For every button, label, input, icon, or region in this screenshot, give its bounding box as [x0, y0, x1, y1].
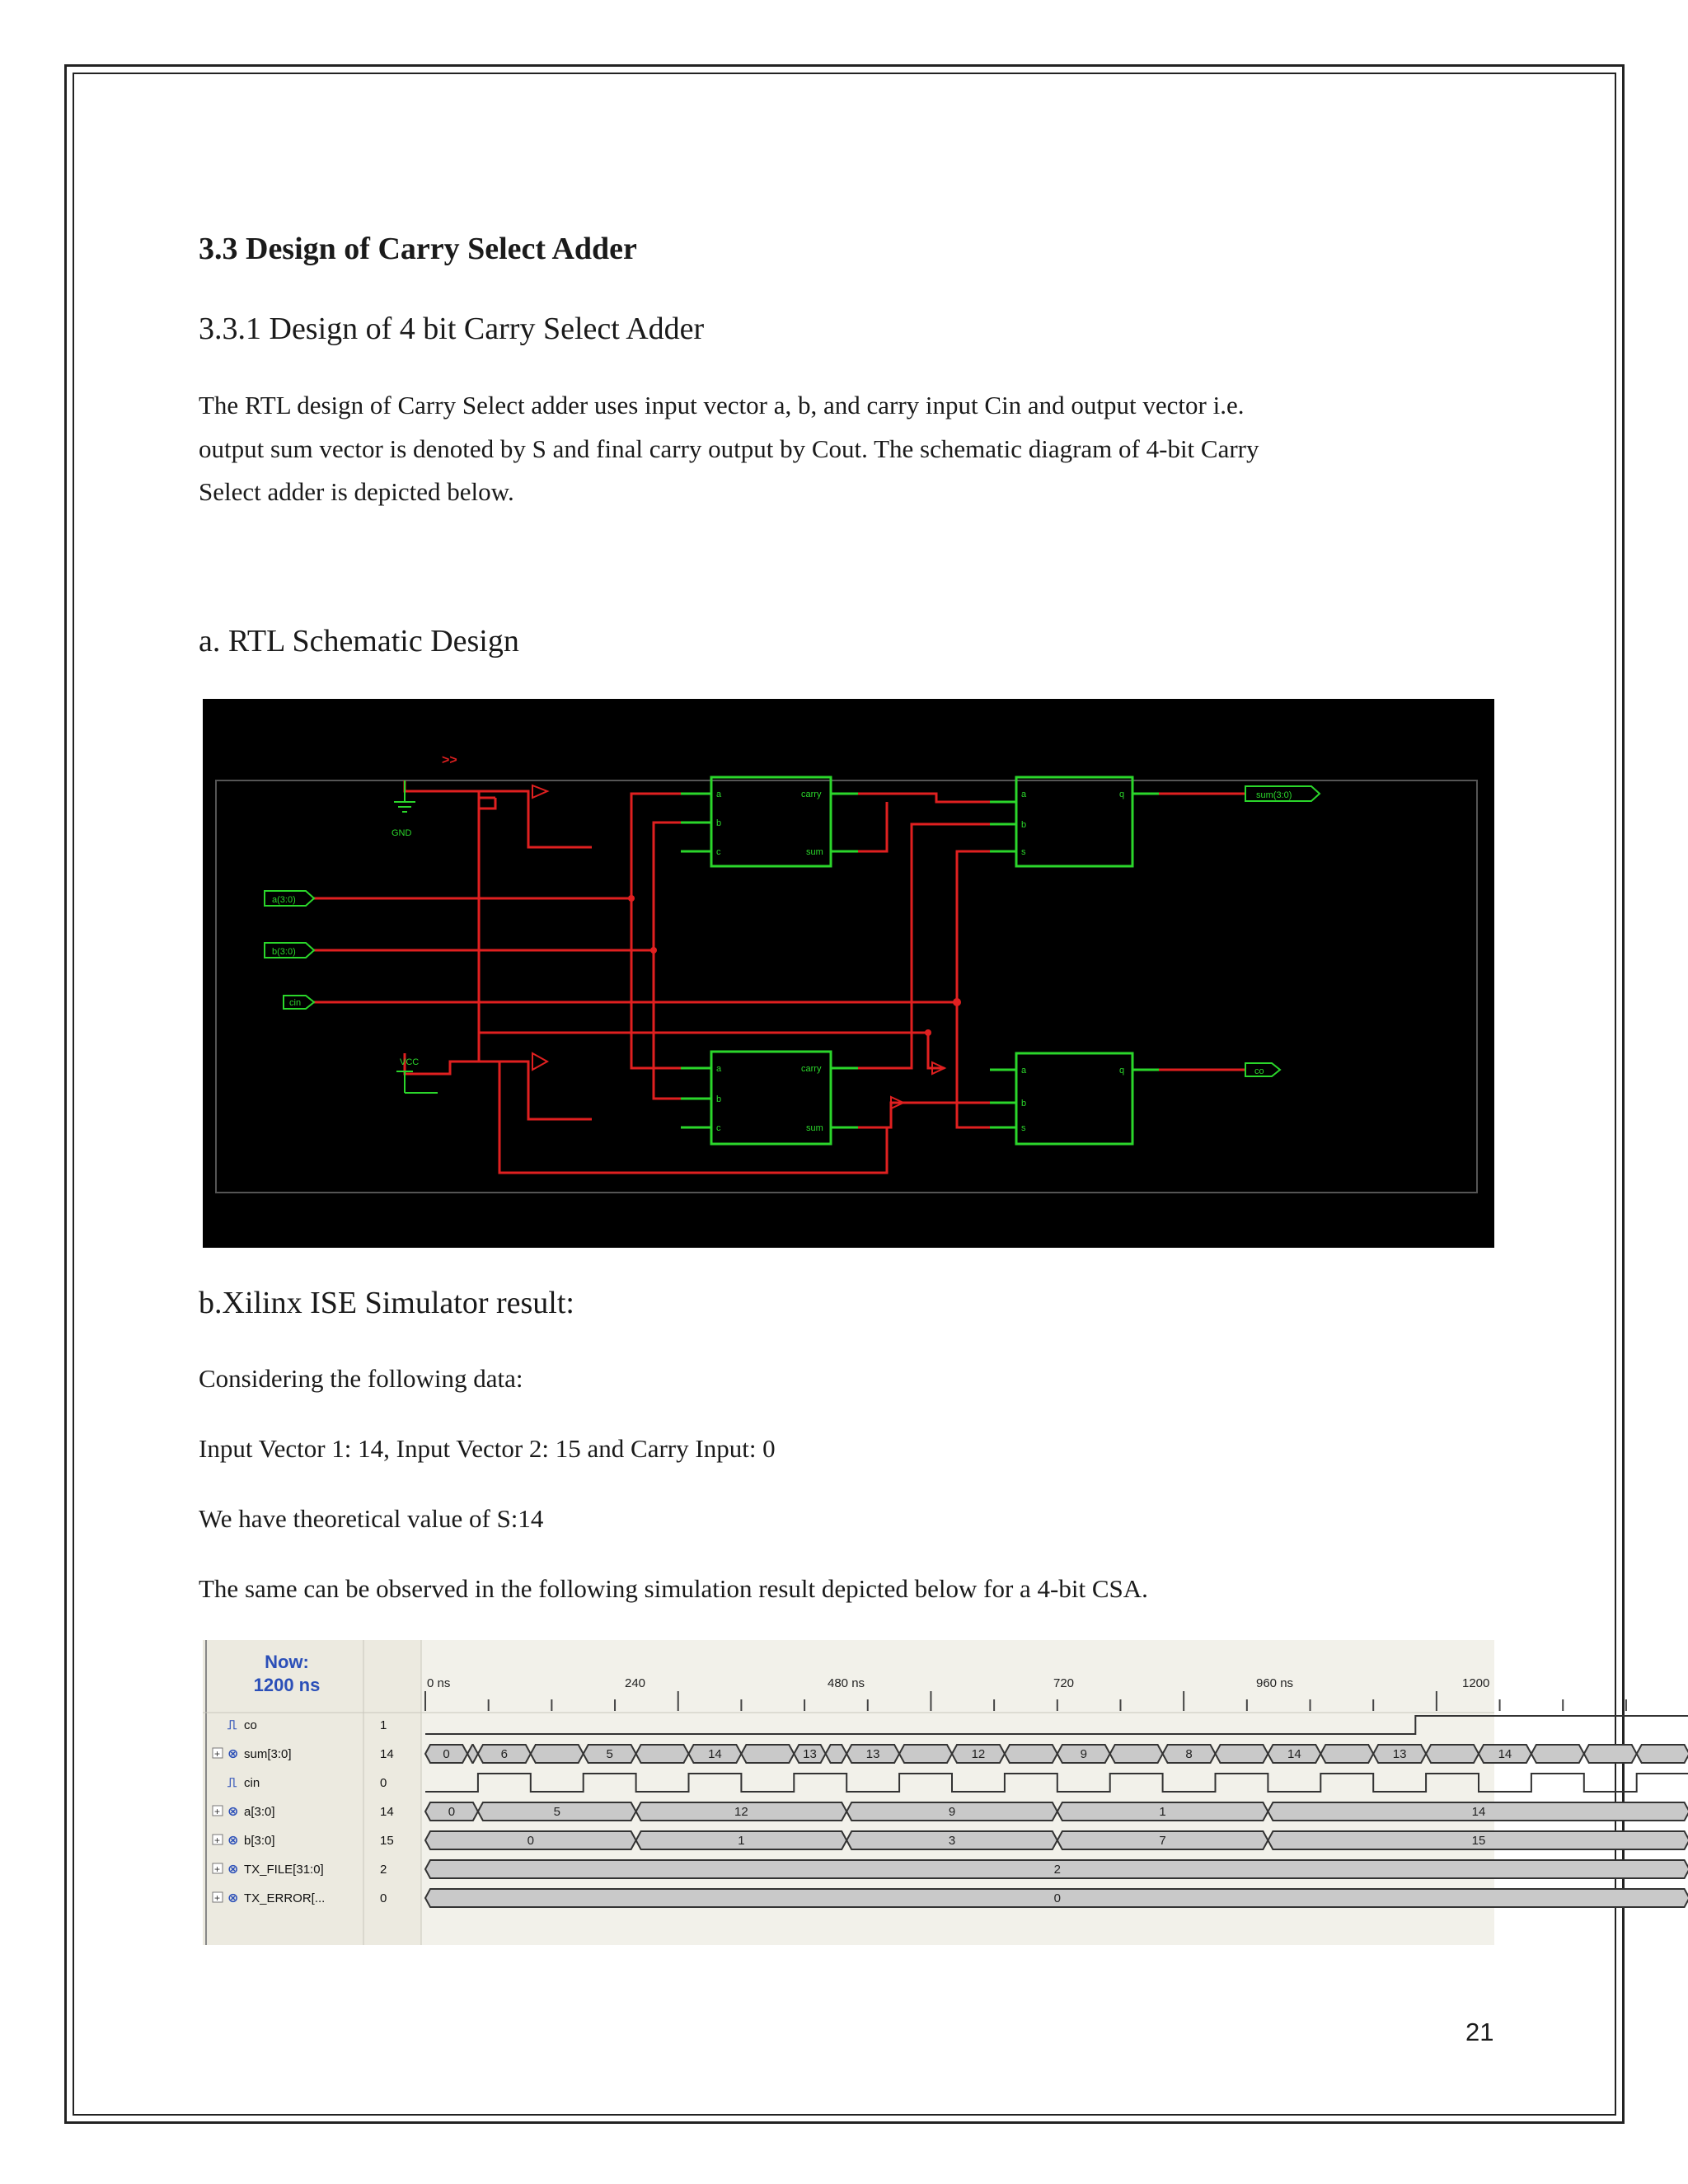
bus-segment: [741, 1745, 794, 1763]
svg-text:c: c: [716, 847, 721, 857]
buffer-icon: [532, 1053, 547, 1070]
svg-text:b: b: [1021, 820, 1027, 830]
bus-value: 9: [948, 1805, 956, 1819]
bus-segment: [1005, 1745, 1057, 1763]
page-number: 21: [1465, 2018, 1494, 2046]
bus-value: 0: [527, 1834, 534, 1848]
bus-value: 12: [734, 1805, 748, 1819]
signal-name: a[3:0]: [244, 1805, 275, 1819]
bus-segment: [636, 1745, 689, 1763]
signal-name: TX_FILE[31:0]: [244, 1863, 324, 1877]
svg-text:co: co: [1254, 1066, 1264, 1076]
bus-value: 2: [1053, 1863, 1061, 1877]
intro-paragraph: [199, 384, 1484, 514]
port-co: [1245, 1063, 1280, 1076]
bus-value: 0: [1053, 1891, 1061, 1905]
figure-b-title: b.Xilinx ISE Simulator result:: [199, 1286, 574, 1320]
svg-text:cin: cin: [289, 998, 302, 1008]
svg-text:b(3:0): b(3:0): [272, 947, 296, 957]
bus-segment: [826, 1745, 847, 1763]
signal-name: b[3:0]: [244, 1834, 275, 1848]
signal-value: 14: [380, 1805, 394, 1819]
port-b: [265, 943, 314, 958]
time-tick-label: 1200: [1462, 1676, 1490, 1690]
schematic-arrow: >>: [442, 753, 457, 767]
bus-value: 15: [1471, 1834, 1486, 1848]
bus-value: 5: [606, 1747, 613, 1761]
bus-segment: [899, 1745, 952, 1763]
bit-signal-icon: ⎍: [227, 1776, 237, 1790]
paragraph-line: Select adder is depicted below.: [199, 477, 514, 506]
expand-plus-icon: +: [214, 1806, 221, 1817]
port-a: [265, 891, 314, 906]
svg-text:carry: carry: [801, 790, 822, 799]
signal-value: 14: [380, 1747, 394, 1761]
svg-text:a: a: [716, 790, 722, 799]
now-value: 1200 ns: [253, 1675, 321, 1695]
bus-value: 0: [448, 1805, 456, 1819]
bus-segment: [1216, 1745, 1268, 1763]
theoretical-line: We have theoretical value of S:14: [199, 1504, 544, 1533]
svg-text:a: a: [1021, 790, 1027, 799]
buffer-icon: [532, 785, 547, 798]
bus-segment: [1584, 1745, 1637, 1763]
svg-text:a(3:0): a(3:0): [272, 895, 296, 905]
bus-value: 12: [971, 1747, 986, 1761]
schematic-diagram: [203, 699, 1494, 1248]
signal-value-pane: [363, 1640, 421, 1945]
observed-line: The same can be observed in the following simulation result depicted below for a 4-bit CSA.: [199, 1574, 1148, 1603]
signal-value: 15: [380, 1834, 394, 1848]
schematic-frame: [216, 780, 1477, 1193]
bus-value: 9: [1080, 1747, 1087, 1761]
signal-value: 0: [380, 1891, 387, 1905]
port-sum: [1245, 786, 1320, 801]
schematic-wires: [314, 780, 1245, 1173]
bus-segment: [467, 1745, 478, 1763]
bus-value: 6: [500, 1747, 509, 1761]
bus-value: 7: [1159, 1834, 1166, 1848]
svg-text:sum(3:0): sum(3:0): [1256, 790, 1292, 800]
waveform-view: [203, 1640, 1512, 1945]
time-tick-label: 0 ns: [427, 1676, 451, 1690]
figure-a-title: a. RTL Schematic Design: [199, 624, 519, 658]
bus-signal-icon: ⊗: [227, 1834, 239, 1848]
svg-text:s: s: [1021, 847, 1026, 857]
expand-plus-icon: +: [214, 1835, 221, 1846]
svg-text:b: b: [1021, 1099, 1027, 1108]
bus-segment: [1426, 1745, 1479, 1763]
gnd-label: GND: [392, 828, 412, 838]
bus-value: 13: [803, 1747, 817, 1761]
signal-name: sum[3:0]: [244, 1747, 292, 1761]
inputs-line: Input Vector 1: 14, Input Vector 2: 15 and Carry Input: 0: [199, 1434, 776, 1463]
svg-text:carry: carry: [801, 1064, 822, 1074]
time-tick-label: 960 ns: [1256, 1676, 1294, 1690]
svg-text:c: c: [716, 1123, 721, 1133]
signal-value: 1: [380, 1718, 387, 1732]
vcc-label: VCC: [400, 1057, 420, 1067]
bus-signal-icon: ⊗: [227, 1863, 239, 1877]
port-cin: [284, 996, 314, 1009]
bus-value: 14: [708, 1747, 722, 1761]
bus-value: 14: [1471, 1805, 1486, 1819]
rtl-schematic: [203, 699, 1494, 1248]
signal-name: TX_ERROR[...: [244, 1891, 326, 1905]
svg-text:b: b: [716, 818, 722, 828]
signal-value: 2: [380, 1863, 387, 1877]
signal-name: cin: [244, 1776, 260, 1790]
bus-value: 5: [553, 1805, 560, 1819]
bus-value: 1: [1159, 1805, 1166, 1819]
subsection-heading: 3.3.1 Design of 4 bit Carry Select Adder: [199, 312, 705, 346]
bus-value: 14: [1287, 1747, 1301, 1761]
svg-text:a: a: [716, 1064, 722, 1074]
bus-segment: [1531, 1745, 1584, 1763]
time-tick-label: 720: [1053, 1676, 1075, 1690]
bus-signal-icon: ⊗: [227, 1747, 239, 1761]
bus-value: 13: [865, 1747, 880, 1761]
svg-text:s: s: [1021, 1123, 1026, 1133]
bit-signal-icon: ⎍: [227, 1718, 237, 1732]
mux-block-top: [990, 777, 1159, 866]
signal-value: 0: [380, 1776, 387, 1790]
bus-value: 0: [443, 1747, 450, 1761]
simulator-waveform: [203, 1640, 1512, 1945]
bus-value: 14: [1498, 1747, 1512, 1761]
bus-value: 1: [738, 1834, 745, 1848]
svg-text:q: q: [1119, 790, 1125, 799]
bus-value: 3: [948, 1834, 956, 1848]
bus-segment: [531, 1745, 584, 1763]
svg-text:q: q: [1119, 1066, 1125, 1076]
bus-segment: [1320, 1745, 1373, 1763]
expand-plus-icon: +: [214, 1892, 221, 1904]
signal-name: co: [244, 1718, 257, 1732]
section-heading: 3.3 Design of Carry Select Adder: [199, 232, 637, 266]
adder-block-top: [681, 777, 858, 866]
paragraph-line: output sum vector is denoted by S and final carry output by Cout. The schematic diagram of 4-bit Carry: [199, 434, 1259, 463]
paragraph-line: The RTL design of Carry Select adder uses input vector a, b, and carry input Cin and output vector i.e.: [199, 391, 1245, 419]
bus-segment: [1110, 1745, 1163, 1763]
bus-segment: [1637, 1745, 1688, 1763]
svg-text:b: b: [716, 1094, 722, 1104]
svg-text:sum: sum: [806, 847, 823, 857]
bus-value: 8: [1185, 1747, 1193, 1761]
time-tick-label: 240: [625, 1676, 646, 1690]
now-label: Now:: [265, 1652, 309, 1672]
time-tick-label: 480 ns: [828, 1676, 865, 1690]
svg-text:a: a: [1021, 1066, 1027, 1076]
considering-line: Considering the following data:: [199, 1364, 523, 1393]
bus-value: 13: [1392, 1747, 1407, 1761]
svg-text:sum: sum: [806, 1123, 823, 1133]
bus-signal-icon: ⊗: [227, 1891, 239, 1905]
gnd-icon: [394, 780, 415, 812]
mux-block-bottom: [990, 1053, 1159, 1144]
expand-plus-icon: +: [214, 1863, 221, 1875]
expand-plus-icon: +: [214, 1748, 221, 1760]
adder-block-bottom: [681, 1052, 858, 1144]
bus-signal-icon: ⊗: [227, 1805, 239, 1819]
